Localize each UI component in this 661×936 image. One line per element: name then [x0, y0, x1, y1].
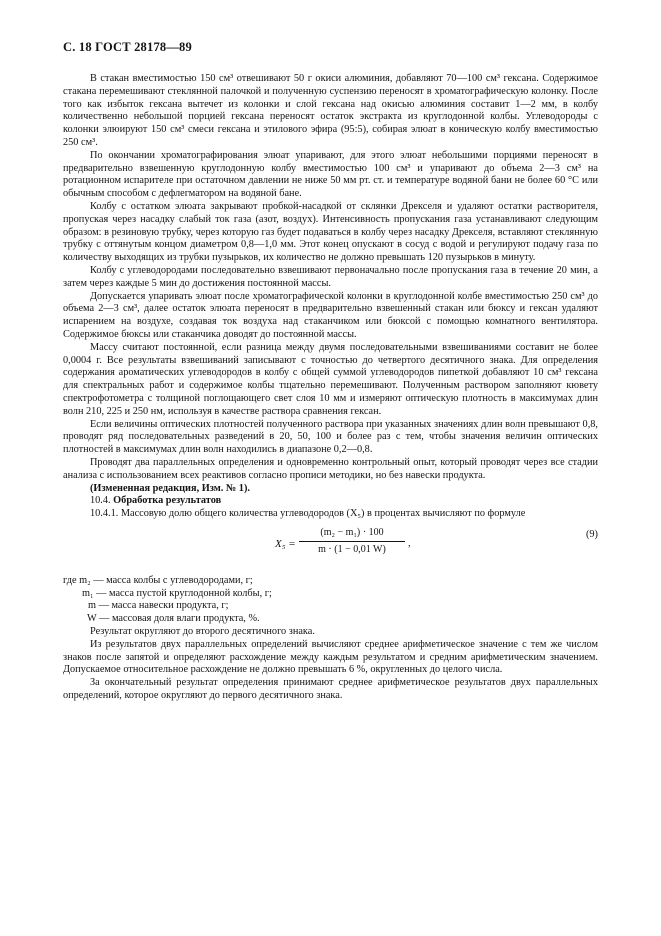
- paragraph-final-result: За окончательный результат определения принимают среднее арифметическое результатов двух параллельных определений, которое округляют до первого десятичного знака.: [63, 677, 598, 702]
- section-number: 10.4.: [90, 495, 111, 507]
- section-title: Обработка результатов: [113, 495, 222, 507]
- paragraph-mean-value: Из результатов двух параллельных определений вычисляют среднее арифметическое значение с тем же числом знаков после запятой и определяют расхождение между каждым результатом и средним арифметическим значением. Допускаемое относительное расхождение не должно превышать 6 %, округленных до целого числа.: [63, 638, 598, 676]
- paragraph-constant-mass: Массу считают постоянной, если разница между двумя последовательными взвешиваниями составит не более 0,0004 г. Все результаты взвешиваний записывают с точностью до четвертого десятичного знака. Для определения содержания ароматических углеводородов в колбу с общей суммой углеводородов пипеткой добавляют 10 см³ гексана для спектральных работ и содержимое колбы тщательно перемешивают. Полученным раствором заполняют кювету спектрофотометра с толщиной поглощающего свет слоя 10 мм и измеряют оптическую плотность в максимумах длин волн 210, 225 и 250 нм, используя в качестве раствора сравнения гексан.: [63, 341, 598, 417]
- formula-numerator: (m₂ − m₁) · 100: [299, 527, 405, 542]
- formula-comma: ,: [408, 537, 411, 549]
- equation-number: (9): [585, 528, 598, 540]
- paragraph-alternative-evaporation: Допускается упаривать элюат после хроматографической колонки в круглодонной колбе вместимостью 250 см³ до объема 2—3 см³, далее остаток элюата переносят в предварительно взвешенный стакан или бюксу и гексан удаляют испарением на воздухе, создавая ток воздуха над стаканчиком или бюксой с помощью комнатного вентилятора. Содержимое бюксы или стаканчика доводят до постоянной массы.: [63, 290, 598, 340]
- paragraph-weighing: Колбу с углеводородами последовательно взвешивают первоначально после пропускания газа в течение 20 мин, а затем через каждые 5 мин до достижения постоянной массы.: [63, 264, 598, 289]
- definition-w: W — массовая доля влаги продукта, %.: [87, 613, 260, 625]
- formula-9: [63, 527, 598, 571]
- section-heading: [63, 495, 598, 508]
- formula-definitions: [63, 575, 598, 626]
- paragraph-gas-flow: Колбу с остатком элюата закрывают пробкой-насадкой от склянки Дрекселя и удаляют остатки растворителя, пропуская через насадку слабый ток газа (азот, воздух). Интенсивность пропускания газа устанавливают следующим образом: в резиновую трубку, через которую газ будет подаваться в колбу через насадку Дрекселя, вставляют стеклянную трубку с оттянутым концом диаметром 0,8—1,0 мм. Этот конец опускают в сосуд с водой и регулируют подачу газа по количеству выходящих из трубки пузырьков, их количество не должно превышать 120 пузырьков в минуту.: [63, 200, 598, 264]
- definition-m: m — масса навески продукта, г;: [88, 600, 229, 612]
- paragraph-eluate-evaporation: По окончании хроматографирования элюат упаривают, для этого элюат небольшими порциями переносят в предварительно взвешенную круглодонную колбу вместимостью 100 см³ и упаривают до объема 2—3 см³ на ротационном испарителе при остаточном давлении не ниже 50 мм рт. ст. и температуре водяной бани не более 60 °С или обычным способом с дефлегматором на водяной бане.: [63, 149, 598, 200]
- page-header: С. 18 ГОСТ 28178—89: [63, 40, 192, 54]
- paragraph-formula-intro: 10.4.1. Массовую долю общего количества углеводородов (X₅) в процентах вычисляют по формуле: [90, 508, 526, 520]
- definition-m2: где m₂ — масса колбы с углеводородами, г;: [63, 574, 253, 586]
- definition-m1: m₁ — масса пустой круглодонной колбы, г;: [82, 587, 272, 599]
- formula-denominator: m · (1 − 0,01 W): [318, 543, 386, 555]
- paragraph-rounding: Результат округляют до второго десятичного знака.: [90, 626, 315, 638]
- document-body: [63, 73, 598, 703]
- paragraph-dilutions: Если величины оптических плотностей полученного раствора при указанных значениях длин волн превышают 0,8, проводят ряд последовательных разведений в 20, 50, 100 и более раз с тем, чтобы значения величин оптических плотностей в максимумах длин волн находились в диапазоне 0,2—0,8.: [63, 418, 598, 456]
- revision-note: (Измененная редакция, Изм. № 1).: [90, 482, 250, 494]
- paragraph-alumina-column: В стакан вместимостью 150 см³ отвешивают 50 г окиси алюминия, добавляют 70—100 см³ гексана. Содержимое стакана перемешивают стеклянной палочкой и полученную суспензию переносят в хроматографическую колонку. После того как избыток гексана вытечет из колонки и слой гексана над окисью алюминия составит 1—2 мм, в колбу количественно небольшой порцией гексана переносят остаток экстракта из круглодонной колбы. Углеводороды с колонки элюируют 150 см³ смеси гексана и этилового эфира (95:5), собирая элюат в коническую колбу вместимостью 250 см³.: [63, 73, 598, 148]
- formula-fraction: [299, 527, 405, 557]
- formula-lhs: X₅ =: [275, 537, 296, 550]
- paragraph-parallel-determinations: Проводят два параллельных определения и одновременно контрольный опыт, который проводят через все стадии анализа с использованием всех реактивов согласно прописи методики, но без навески продукта.: [63, 456, 598, 481]
